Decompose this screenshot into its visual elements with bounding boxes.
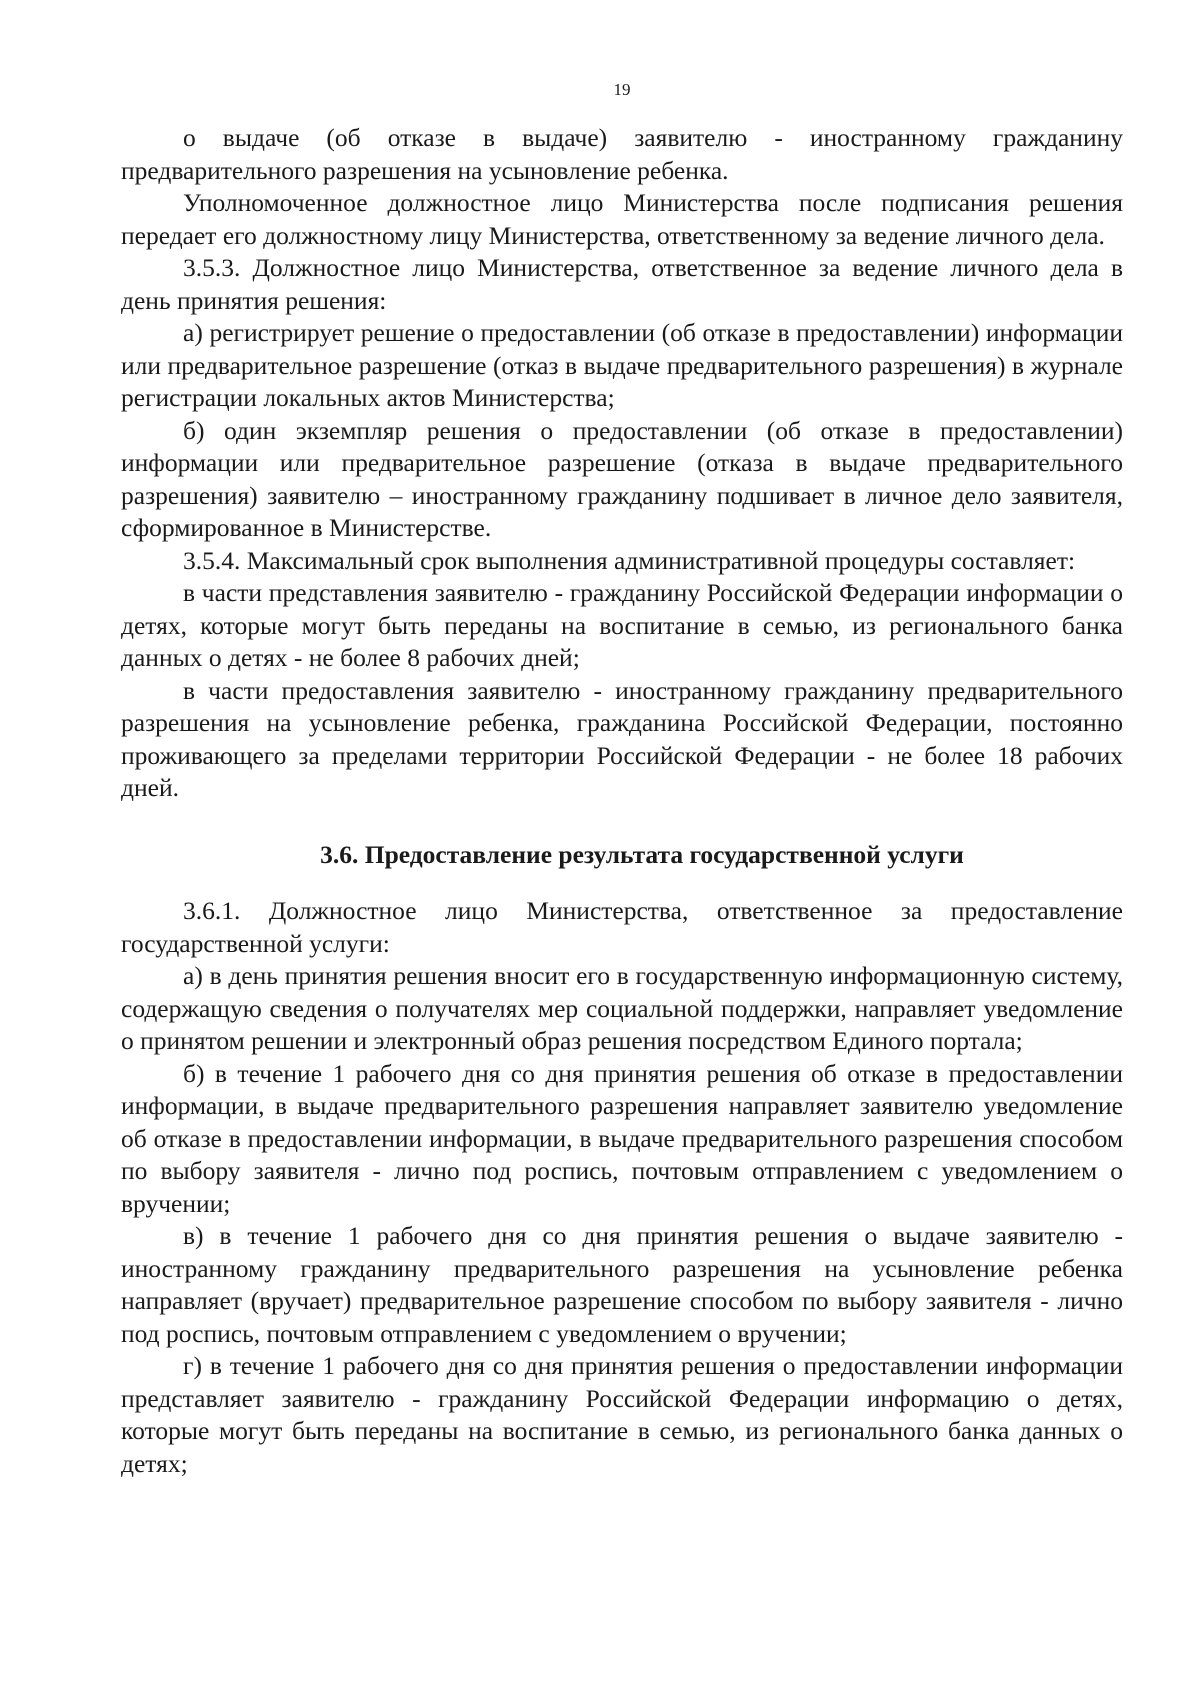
page-number: 19	[613, 80, 631, 99]
paragraph-3-5-4: 3.5.4. Максимальный срок выполнения административной процедуры составляет:	[183, 545, 1076, 575]
paragraph-3-5-3: 3.5.3. Должностное лицо Министерства, ответственное за ведение личного дела в день принятия решения:	[121, 253, 1123, 315]
section-3-5-text	[121, 122, 1123, 805]
paragraph-3-6-1-b: б) в течение 1 рабочего дня со дня принятия решения об отказе в предоставлении информации, в выдаче предварительного разрешения направляет заявителю уведомление об отказе в предоставлении информации, в выдаче предварительного разрешения способом по выбору заявителя - лично под роспись, почтовым отправлением с уведомлением о вручении;	[121, 1058, 1123, 1218]
paragraph-3-6-1-g: г) в течение 1 рабочего дня со дня принятия решения о предоставлении информации представляет заявителю - гражданину Российской Федерации информацию о детях, которые могут быть переданы на воспитание в семью, из регионального банка данных о детях;	[121, 1351, 1123, 1478]
paragraph-3-5-4-foreigner: в части предоставления заявителю - иностранному гражданину предварительного разрешения на усыновление ребенка, гражданина Российской Федерации, постоянно проживающего за пределами территории Российской Федерации - не более 18 рабочих дней.	[121, 675, 1123, 802]
section-3-6-text	[121, 895, 1123, 1480]
paragraph-3-5-4-citizen: в части представления заявителю - гражданину Российской Федерации информации о детях, которые могут быть переданы на воспитание в семью, из регионального банка данных о детях - не более 8 рабочих дней;	[121, 578, 1123, 672]
paragraph-3-6-1-v: в) в течение 1 рабочего дня со дня принятия решения о выдаче заявителю - иностранному гражданину предварительного разрешения на усыновление ребенка направляет (вручает) предварительное разрешение способом по выбору заявителя - лично под роспись, почтовым отправлением с уведомлением о вручении;	[121, 1221, 1123, 1348]
paragraph-3-5-3-b: б) один экземпляр решения о предоставлении (об отказе в предоставлении) информации или предварительное разрешение (отказа в выдаче предварительного разрешения) заявителю – иностранному гражданину подшивает в личное дело заявителя, сформированное в Министерстве.	[121, 415, 1123, 542]
document-page	[121, 60, 1123, 1480]
paragraph-3-6-1-a: а) в день принятия решения вносит его в государственную информационную систему, содержащую сведения о получателях мер социальной поддержки, направляет уведомление о принятом решении и электронный образ решения посредством Единого портала;	[121, 961, 1123, 1055]
paragraph-3-5-3-a: а) регистрирует решение о предоставлении (об отказе в предоставлении) информации или предварительное разрешение (отказ в выдаче предварительного разрешения) в журнале регистрации локальных актов Министерства;	[121, 318, 1123, 412]
paragraph-authorized-official: Уполномоченное должностное лицо Министерства после подписания решения передает его должностному лицу Министерства, ответственному за ведение личного дела.	[121, 188, 1123, 250]
section-heading-3-6: 3.6. Предоставление результата государственной услуги	[320, 839, 964, 869]
paragraph-3-6-1: 3.6.1. Должностное лицо Министерства, ответственное за предоставление государственной услуги:	[121, 896, 1123, 958]
paragraph-issuance-continuation: о выдаче (об отказе в выдаче) заявителю - иностранному гражданину предварительного разрешения на усыновление ребенка.	[121, 123, 1123, 185]
